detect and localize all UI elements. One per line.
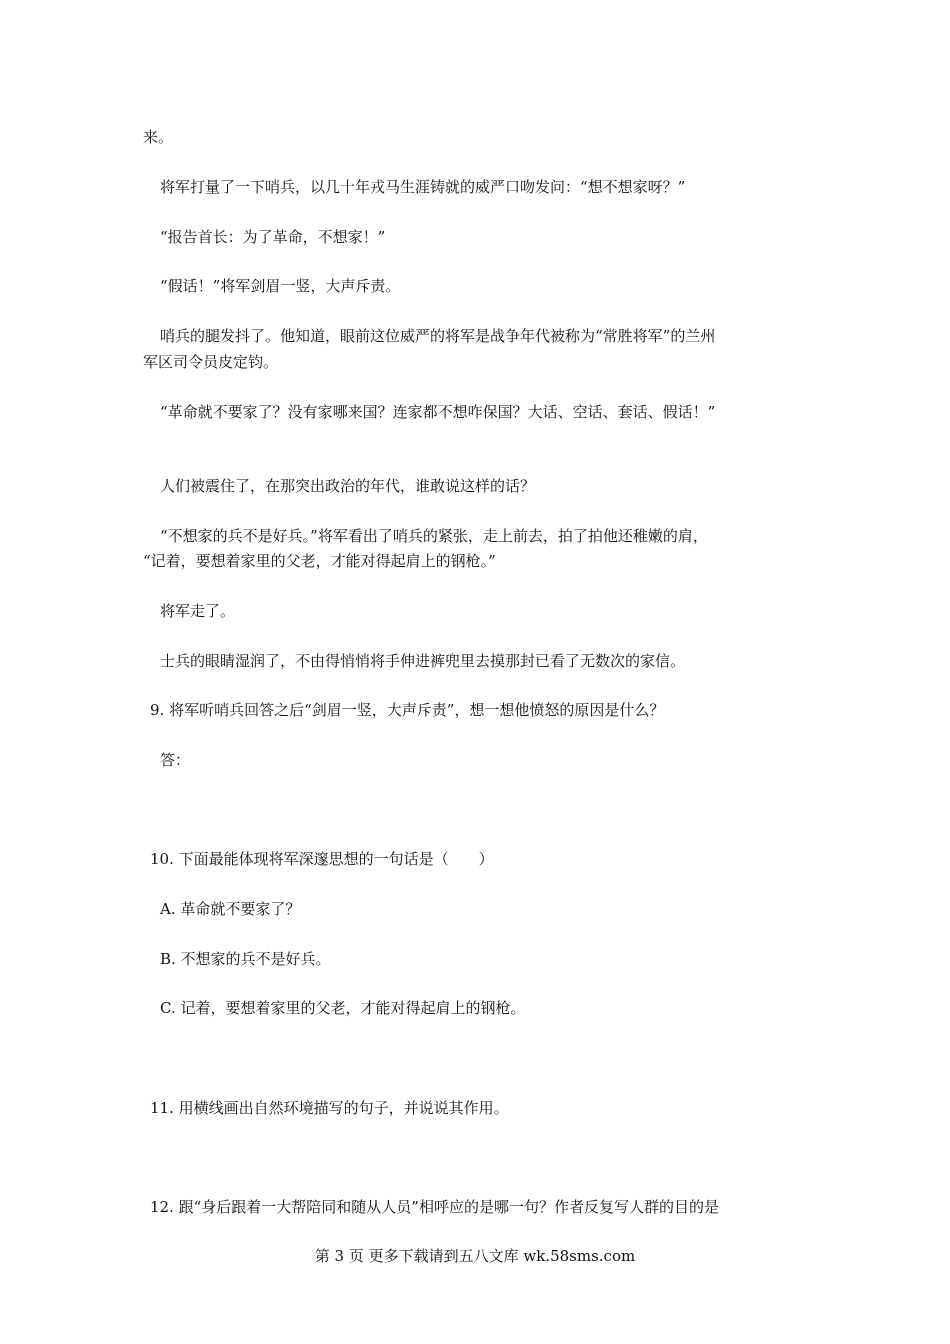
option-c: C. 记着，要想着家里的父老，才能对得起肩上的钢枪。 xyxy=(160,999,526,1017)
paragraph-line: 将军走了。 xyxy=(160,602,236,620)
paragraph-line: “假话！”将军剑眉一竖，大声斥责。 xyxy=(160,277,401,295)
paragraph-line: 哨兵的腿发抖了。他知道，眼前这位威严的将军是战争年代被称为“常胜将军”的兰州 xyxy=(160,327,716,345)
paragraph-line: 士兵的眼睛湿润了，不由得悄悄将手伸进裤兜里去摸那封已看了无数次的家信。 xyxy=(160,652,686,670)
paragraph-line: 将军打量了一下哨兵，以几十年戎马生涯铸就的威严口吻发问：“想不想家呀？” xyxy=(160,178,686,196)
paragraph-line: “革命就不要家了？没有家哪来国？连家都不想咋保国？大话、空话、套话、假话！” xyxy=(160,403,716,421)
page-footer: 第 3 页 更多下载请到五八文库 wk.58sms.com xyxy=(314,1247,636,1265)
option-b: B. 不想家的兵不是好兵。 xyxy=(160,950,331,968)
question-10: 10. 下面最能体现将军深邃思想的一句话是（ ） xyxy=(150,850,494,868)
paragraph-line: 人们被震住了，在那突出政治的年代，谁敢说这样的话？ xyxy=(160,477,536,495)
paragraph-line: “记着，要想着家里的父老，才能对得起肩上的钢枪。” xyxy=(143,552,496,570)
question-9: 9. 将军听哨兵回答之后“剑眉一竖，大声斥责”，想一想他愤怒的原因是什么？ xyxy=(150,701,665,719)
paragraph-line: 来。 xyxy=(143,128,174,146)
paragraph-line: “不想家的兵不是好兵。”将军看出了哨兵的紧张，走上前去，拍了拍他还稚嫩的肩， xyxy=(160,527,708,545)
question-12: 12. 跟“身后跟着一大帮陪同和随从人员”相呼应的是哪一句？作者反复写人群的目的是 xyxy=(150,1198,719,1216)
paragraph-line: “报告首长：为了革命，不想家！” xyxy=(160,228,386,246)
question-11: 11. 用横线画出自然环境描写的句子，并说说其作用。 xyxy=(150,1099,509,1117)
answer-label: 答： xyxy=(160,751,191,769)
paragraph-line: 军区司令员皮定钧。 xyxy=(143,353,279,371)
option-a: A. 革命就不要家了？ xyxy=(160,900,301,918)
